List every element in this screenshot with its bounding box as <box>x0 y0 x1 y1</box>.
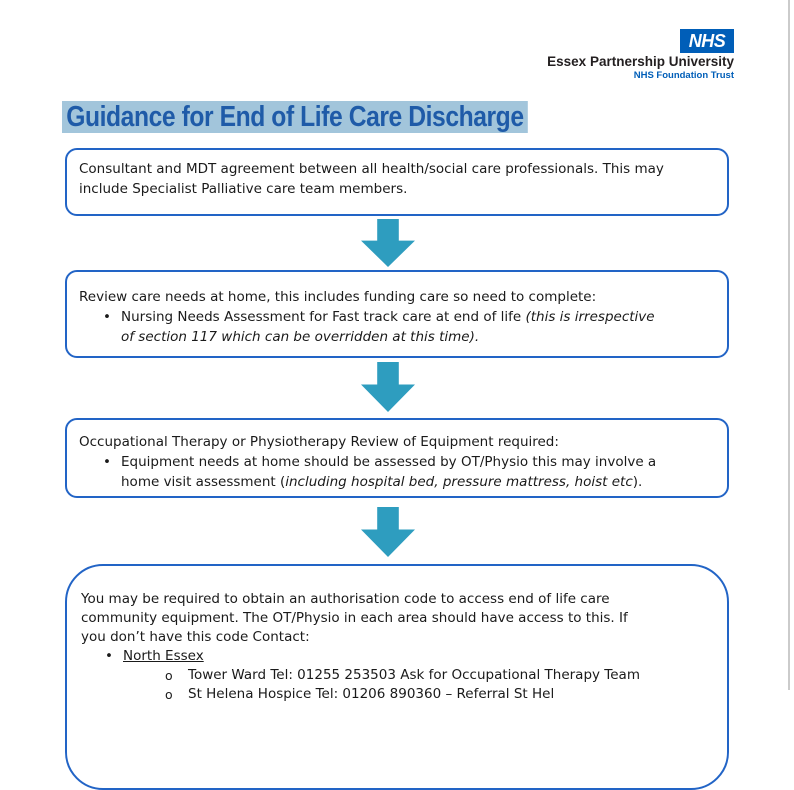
flow-box-consultant-mdt <box>65 148 729 216</box>
flow-box-review-care-needs <box>65 270 729 358</box>
text-line: Consultant and MDT agreement between all health/social care professionals. This may <box>79 161 664 177</box>
down-arrow-icon <box>361 362 415 412</box>
sub-bullet-line: o Tower Ward Tel: 01255 253503 Ask for Occupational Therapy Team <box>165 667 640 683</box>
bullet-icon: • <box>105 648 113 664</box>
down-arrow-icon <box>361 219 415 267</box>
circle-bullet-icon: o <box>165 687 173 702</box>
bullet-icon: • <box>103 454 111 470</box>
flow-box-ot-physio-equipment <box>65 418 729 498</box>
text-line: of section 117 which can be overridden at this time). <box>121 329 480 345</box>
bullet-line: • Nursing Needs Assessment for Fast track care at end of life (this is irrespective <box>103 309 655 325</box>
nhs-logo-text: NHS <box>688 30 726 51</box>
circle-bullet-icon: o <box>165 668 173 683</box>
nhs-logo <box>680 29 734 53</box>
page-title <box>62 101 610 133</box>
text-line: home visit assessment (including hospital bed, pressure mattress, hoist etc). <box>121 474 643 490</box>
page-edge-divider <box>788 0 790 690</box>
flow-box-authorisation-code <box>65 564 729 790</box>
text-line: include Specialist Palliative care team members. <box>79 181 408 197</box>
text-line: Occupational Therapy or Physiotherapy Review of Equipment required: <box>79 434 559 450</box>
org-subtitle: NHS Foundation Trust <box>633 70 734 81</box>
bullet-line <box>81 647 713 666</box>
text-line: Review care needs at home, this includes funding care so need to complete: <box>79 289 597 305</box>
text-line: you don’t have this code Contact: <box>81 629 310 645</box>
text-line: You may be required to obtain an authorisation code to access end of life care <box>81 591 610 607</box>
sub-bullet-line-clipped: o St Helena Hospice Tel: 01206 890360 – Referral St Hel <box>165 686 555 702</box>
page-title-text: Guidance for End of Life Care Discharge <box>62 101 528 133</box>
bullet-icon: • <box>103 309 111 325</box>
bullet-line: • Equipment needs at home should be assessed by OT/Physio this may involve a <box>103 454 657 470</box>
text-line: community equipment. The OT/Physio in each area should have access to this. If <box>81 610 628 626</box>
north-essex-heading: North Essex <box>123 648 204 664</box>
down-arrow-icon <box>361 507 415 557</box>
org-name: Essex Partnership University <box>547 54 734 69</box>
